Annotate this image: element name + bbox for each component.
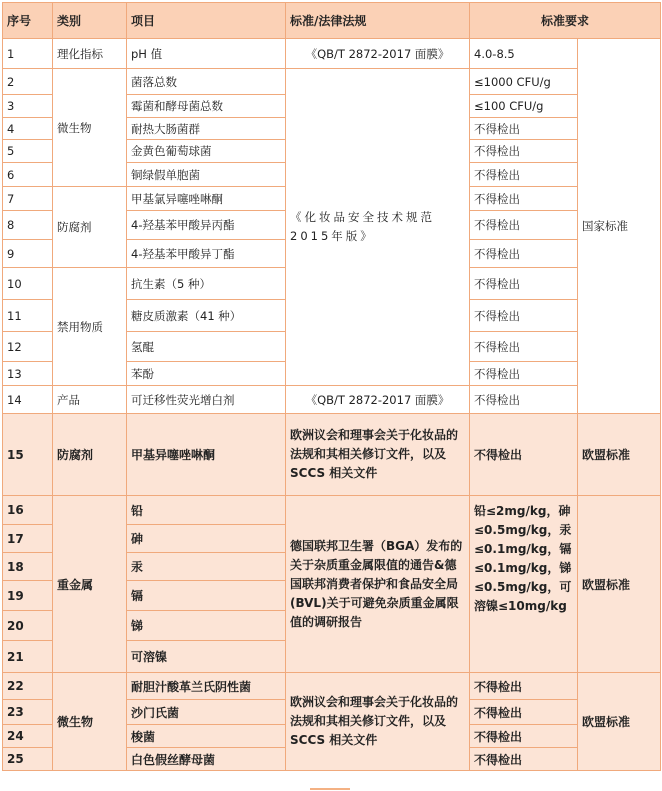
row-item: 砷 <box>127 525 286 553</box>
row-item: 汞 <box>127 553 286 581</box>
row-no: 15 <box>3 414 53 496</box>
row-category: 微生物 <box>53 673 127 771</box>
row-requirement: 不得检出 <box>470 187 578 211</box>
row-requirement: 不得检出 <box>470 140 578 163</box>
row-category: 防腐剂 <box>53 187 127 268</box>
row-requirement: 不得检出 <box>470 211 578 240</box>
row-category: 禁用物质 <box>53 268 127 386</box>
row-item: 铜绿假单胞菌 <box>127 163 286 187</box>
row-no: 6 <box>3 163 53 187</box>
row-item: 甲基异噻唑啉酮 <box>127 414 286 496</box>
row-no: 1 <box>3 39 53 69</box>
row-item: 可溶镍 <box>127 641 286 673</box>
row-standard: 欧洲议会和理事会关于化妆品的法规和其相关修订文件，以及 SCCS 相关文件 <box>286 414 470 496</box>
row-no: 17 <box>3 525 53 553</box>
row-no: 25 <box>3 748 53 771</box>
table-header-row <box>3 3 661 39</box>
row-category: 产品 <box>53 386 127 414</box>
table-row <box>3 69 661 95</box>
row-item: 霉菌和酵母菌总数 <box>127 95 286 118</box>
row-requirement: 不得检出 <box>470 300 578 332</box>
row-requirement: ≤100 CFU/g <box>470 95 578 118</box>
row-no: 18 <box>3 553 53 581</box>
row-item: 可迁移性荧光增白剂 <box>127 386 286 414</box>
header-item: 项目 <box>127 3 286 39</box>
row-requirement: 不得检出 <box>470 362 578 386</box>
row-requirement: 不得检出 <box>470 386 578 414</box>
standards-table <box>2 2 661 771</box>
row-no: 23 <box>3 700 53 725</box>
header-requirement: 标准要求 <box>470 3 661 39</box>
row-requirement: 不得检出 <box>470 163 578 187</box>
row-item: 耐胆汁酸革兰氏阴性菌 <box>127 673 286 700</box>
row-requirement: 不得检出 <box>470 725 578 748</box>
row-category: 理化指标 <box>53 39 127 69</box>
row-standard: 《QB/T 2872-2017 面膜》 <box>286 386 470 414</box>
row-level: 欧盟标准 <box>578 414 661 496</box>
header-standard: 标准/法律法规 <box>286 3 470 39</box>
footer-divider <box>310 788 350 790</box>
row-item: 苯酚 <box>127 362 286 386</box>
row-item: 白色假丝酵母菌 <box>127 748 286 771</box>
table-row <box>3 386 661 414</box>
table-row <box>3 414 661 496</box>
row-item: 金黄色葡萄球菌 <box>127 140 286 163</box>
row-no: 13 <box>3 362 53 386</box>
row-item: 菌落总数 <box>127 69 286 95</box>
row-no: 12 <box>3 332 53 362</box>
row-standard: 欧洲议会和理事会关于化妆品的法规和其相关修订文件，以及 SCCS 相关文件 <box>286 673 470 771</box>
row-standard: 德国联邦卫生署（BGA）发布的关于杂质重金属限值的通告&德国联邦消费者保护和食品安全局(BVL)关于可避免杂质重金属限值的调研报告 <box>286 496 470 673</box>
row-item: 氢醌 <box>127 332 286 362</box>
row-item: 梭菌 <box>127 725 286 748</box>
row-no: 19 <box>3 581 53 611</box>
row-requirement: ≤1000 CFU/g <box>470 69 578 95</box>
row-level: 国家标准 <box>578 39 661 414</box>
row-item: 糖皮质激素（41 种） <box>127 300 286 332</box>
row-no: 3 <box>3 95 53 118</box>
row-no: 8 <box>3 211 53 240</box>
row-no: 14 <box>3 386 53 414</box>
row-requirement: 不得检出 <box>470 700 578 725</box>
row-item: 耐热大肠菌群 <box>127 118 286 140</box>
header-category: 类别 <box>53 3 127 39</box>
table-row <box>3 39 661 69</box>
row-no: 16 <box>3 496 53 525</box>
row-level: 欧盟标准 <box>578 673 661 771</box>
row-item: 甲基氯异噻唑啉酮 <box>127 187 286 211</box>
row-item: 镉 <box>127 581 286 611</box>
row-requirement: 不得检出 <box>470 268 578 300</box>
row-no: 22 <box>3 673 53 700</box>
row-item: 铅 <box>127 496 286 525</box>
row-item: pH 值 <box>127 39 286 69</box>
row-category: 微生物 <box>53 69 127 187</box>
row-category: 重金属 <box>53 496 127 673</box>
row-standard: 《化妆品安全技术规范 2015年版》 <box>286 69 470 386</box>
row-no: 7 <box>3 187 53 211</box>
row-no: 20 <box>3 611 53 641</box>
row-requirement: 4.0-8.5 <box>470 39 578 69</box>
table-row <box>3 673 661 700</box>
table-row <box>3 496 661 525</box>
header-no: 序号 <box>3 3 53 39</box>
row-no: 10 <box>3 268 53 300</box>
row-item: 4-羟基苯甲酸异丁酯 <box>127 240 286 268</box>
row-no: 4 <box>3 118 53 140</box>
row-no: 5 <box>3 140 53 163</box>
row-requirement: 不得检出 <box>470 332 578 362</box>
row-requirement: 不得检出 <box>470 118 578 140</box>
row-item: 抗生素（5 种） <box>127 268 286 300</box>
row-no: 21 <box>3 641 53 673</box>
row-item: 锑 <box>127 611 286 641</box>
row-no: 24 <box>3 725 53 748</box>
row-requirement: 不得检出 <box>470 673 578 700</box>
row-requirement: 不得检出 <box>470 414 578 496</box>
row-requirement: 不得检出 <box>470 748 578 771</box>
row-requirement: 不得检出 <box>470 240 578 268</box>
row-standard: 《QB/T 2872-2017 面膜》 <box>286 39 470 69</box>
row-no: 9 <box>3 240 53 268</box>
row-level: 欧盟标准 <box>578 496 661 673</box>
row-no: 11 <box>3 300 53 332</box>
row-category: 防腐剂 <box>53 414 127 496</box>
row-requirement: 铅≤2mg/kg，砷≤0.5mg/kg，汞≤0.1mg/kg，镉≤0.1mg/kg，锑≤0.5mg/kg，可溶镍≤10mg/kg <box>470 496 578 673</box>
row-item: 4-羟基苯甲酸异丙酯 <box>127 211 286 240</box>
row-no: 2 <box>3 69 53 95</box>
row-item: 沙门氏菌 <box>127 700 286 725</box>
